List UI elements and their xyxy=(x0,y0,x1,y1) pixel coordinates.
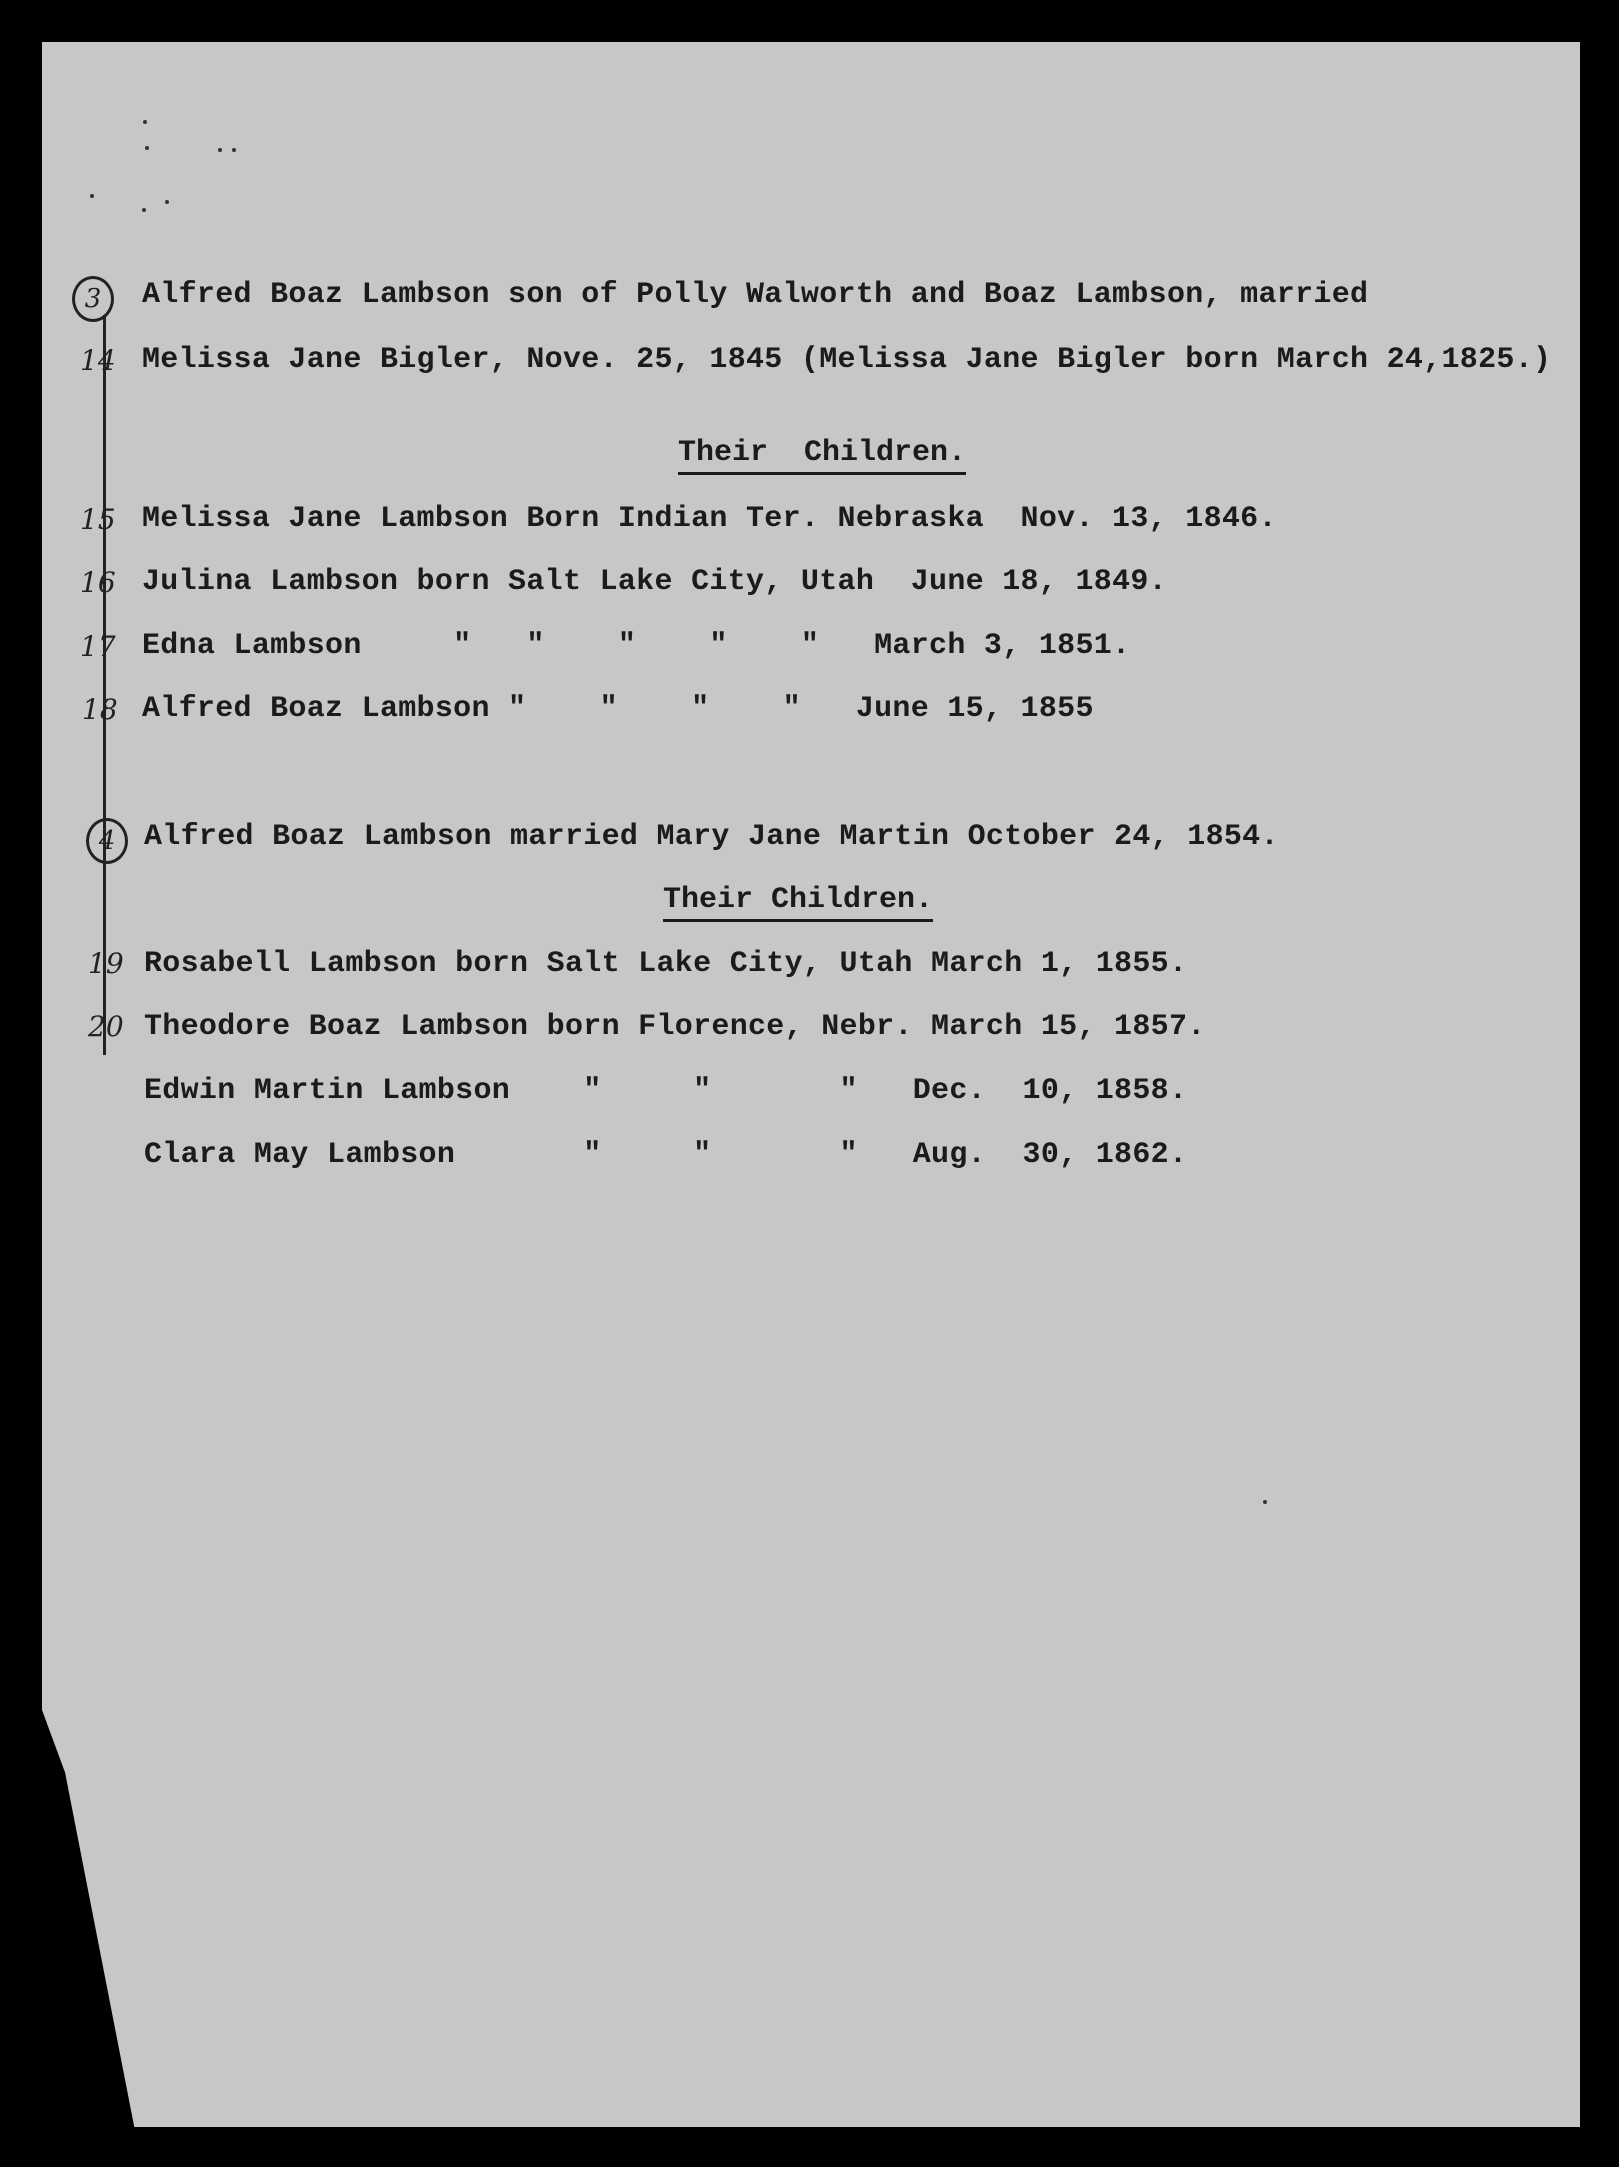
margin-note-17: 17 xyxy=(80,630,116,663)
circled-number-3: 3 xyxy=(72,276,114,322)
marriage1-heading: Their Children. xyxy=(678,436,966,475)
margin-note-15: 15 xyxy=(80,503,116,536)
speck xyxy=(142,208,146,212)
speck xyxy=(1263,1500,1267,1504)
marriage1-child-2: Julina Lambson born Salt Lake City, Utah June 18, 1849. xyxy=(142,565,1167,599)
margin-note-18: 18 xyxy=(82,693,118,726)
marriage1-line1: Alfred Boaz Lambson son of Polly Walworth and Boaz Lambson, married xyxy=(142,278,1369,312)
marriage2-child-3: Edwin Martin Lambson " " " Dec. 10, 1858. xyxy=(144,1074,1188,1108)
speck xyxy=(165,200,169,204)
marriage1-child-4: Alfred Boaz Lambson " " " " June 15, 1855 xyxy=(142,692,1094,726)
marriage2-child-2: Theodore Boaz Lambson born Florence, Nebr. March 15, 1857. xyxy=(144,1010,1206,1044)
marriage1-line2: Melissa Jane Bigler, Nove. 25, 1845 (Melissa Jane Bigler born March 24,1825.) xyxy=(142,343,1552,377)
margin-note-19: 19 xyxy=(88,947,124,980)
marriage2-line1: Alfred Boaz Lambson married Mary Jane Martin October 24, 1854. xyxy=(144,820,1279,854)
speck xyxy=(232,148,236,152)
margin-bracket-line xyxy=(103,315,106,1055)
marriage2-child-1: Rosabell Lambson born Salt Lake City, Utah March 1, 1855. xyxy=(144,947,1188,981)
marriage1-child-1: Melissa Jane Lambson Born Indian Ter. Nebraska Nov. 13, 1846. xyxy=(142,502,1277,536)
speck xyxy=(90,194,94,198)
marriage2-child-4: Clara May Lambson " " " Aug. 30, 1862. xyxy=(144,1138,1188,1172)
margin-note-16: 16 xyxy=(80,566,116,599)
speck xyxy=(143,120,147,124)
marriage1-child-3: Edna Lambson " " " " " March 3, 1851. xyxy=(142,629,1131,663)
speck xyxy=(145,146,149,150)
margin-note-20: 20 xyxy=(88,1010,124,1043)
speck xyxy=(218,148,222,152)
marriage2-heading: Their Children. xyxy=(663,883,933,922)
margin-note-14: 14 xyxy=(80,344,116,377)
circled-number-4: 4 xyxy=(86,818,128,864)
